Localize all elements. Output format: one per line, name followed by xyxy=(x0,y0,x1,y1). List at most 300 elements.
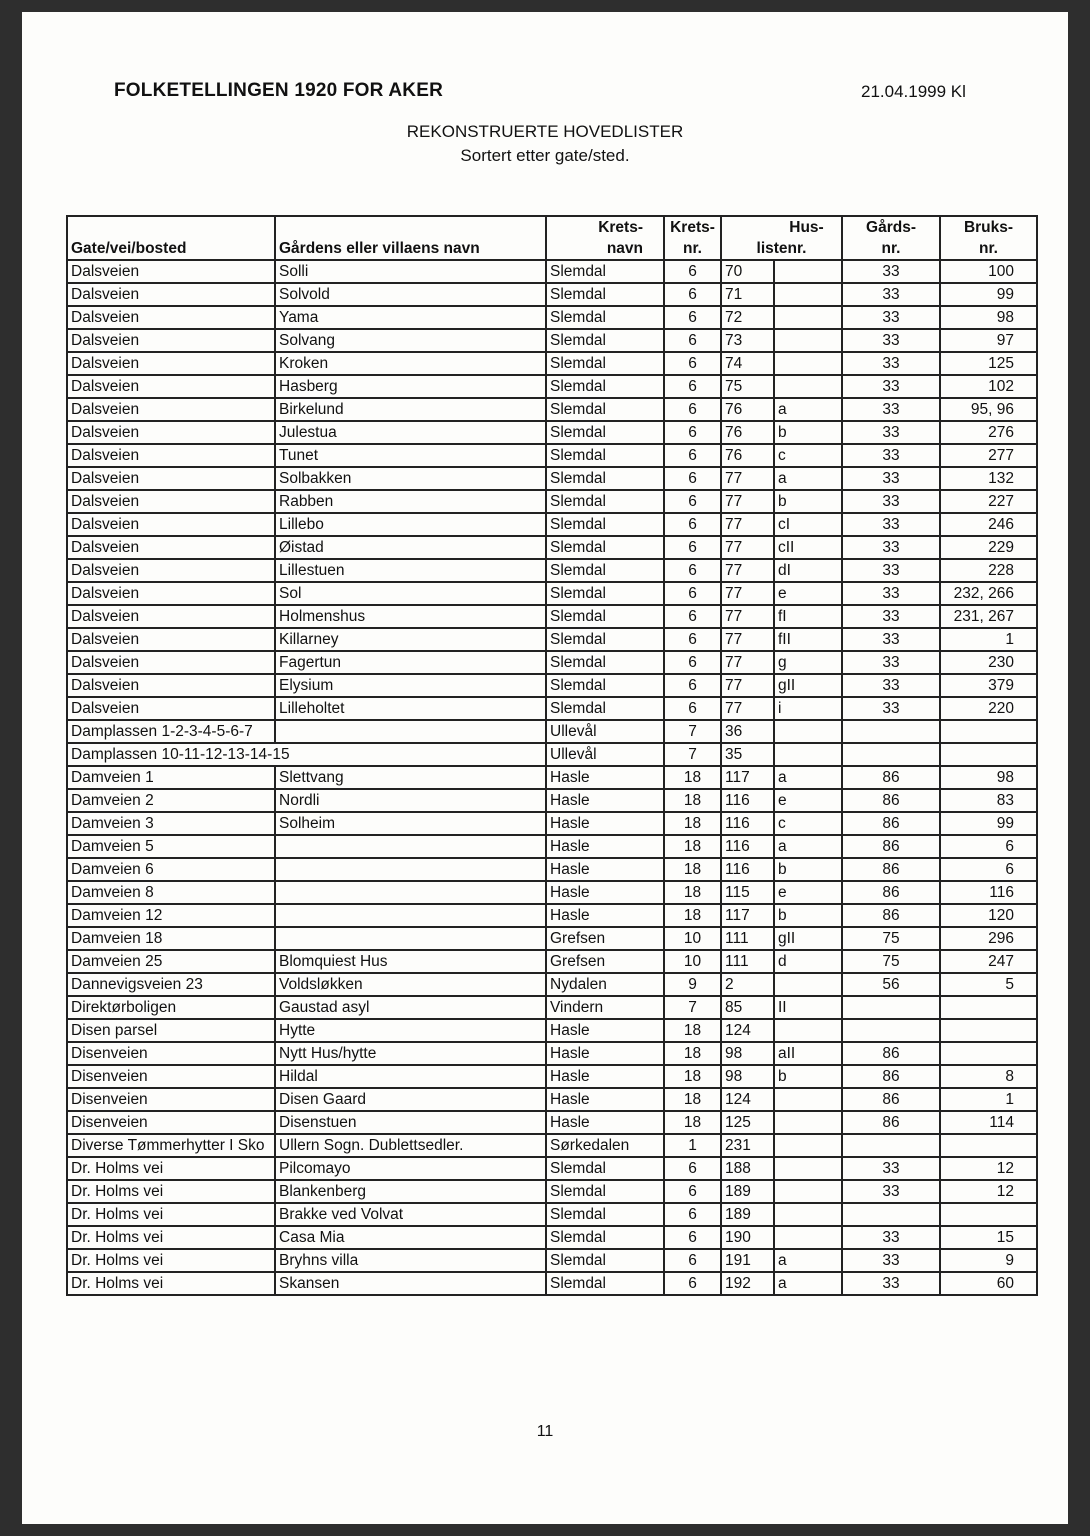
table-row xyxy=(67,536,1037,559)
district-nr-cell: 18 xyxy=(664,789,721,812)
district-name-cell: Hasle xyxy=(546,1111,664,1134)
farm-name-cell: Julestua xyxy=(275,421,546,444)
district-nr-cell: 6 xyxy=(664,582,721,605)
house-list-suffix-cell: a xyxy=(774,398,842,421)
house-list-suffix-cell xyxy=(774,720,842,743)
street-cell: Dalsveien xyxy=(67,260,275,283)
farm-nr-cell: 33 xyxy=(842,628,940,651)
farm-nr-cell: 33 xyxy=(842,651,940,674)
house-list-nr-cell: 36 xyxy=(721,720,774,743)
farm-name-cell: Sol xyxy=(275,582,546,605)
farm-nr-cell: 33 xyxy=(842,467,940,490)
table-row xyxy=(67,1226,1037,1249)
farm-nr-cell: 33 xyxy=(842,559,940,582)
house-list-nr-cell: 35 xyxy=(721,743,774,766)
header-cell: listenr. xyxy=(721,238,842,260)
farm-nr-cell: 33 xyxy=(842,536,940,559)
street-cell: Direktørboligen xyxy=(67,996,275,1019)
house-list-nr-cell: 115 xyxy=(721,881,774,904)
holding-nr-cell: 12 xyxy=(940,1180,1037,1203)
district-name-cell: Hasle xyxy=(546,812,664,835)
house-list-suffix-cell: b xyxy=(774,421,842,444)
table-row xyxy=(67,674,1037,697)
table-row xyxy=(67,835,1037,858)
subtitle-main: REKONSTRUERTE HOVEDLISTER xyxy=(406,122,684,141)
farm-nr-cell: 86 xyxy=(842,1065,940,1088)
holding-nr-cell: 120 xyxy=(940,904,1037,927)
street-cell: Dalsveien xyxy=(67,306,275,329)
table-row xyxy=(67,881,1037,904)
table-row xyxy=(67,743,1037,766)
farm-name-cell: Kroken xyxy=(275,352,546,375)
street-cell: Dalsveien xyxy=(67,421,275,444)
house-list-nr-cell: 191 xyxy=(721,1249,774,1272)
district-name-cell: Slemdal xyxy=(546,1226,664,1249)
district-nr-cell: 6 xyxy=(664,1272,721,1295)
holding-nr-cell: 125 xyxy=(940,352,1037,375)
farm-name-cell: Solvold xyxy=(275,283,546,306)
district-name-cell: Slemdal xyxy=(546,260,664,283)
house-list-nr-cell: 117 xyxy=(721,766,774,789)
district-nr-cell: 6 xyxy=(664,398,721,421)
farm-nr-cell xyxy=(842,996,940,1019)
street-cell: Dr. Holms vei xyxy=(67,1180,275,1203)
district-nr-cell: 6 xyxy=(664,628,721,651)
farm-name-cell: Blomquiest Hus xyxy=(275,950,546,973)
holding-nr-cell: 276 xyxy=(940,421,1037,444)
district-name-cell: Hasle xyxy=(546,766,664,789)
table-row xyxy=(67,1111,1037,1134)
farm-nr-cell: 33 xyxy=(842,283,940,306)
farm-name-cell: Øistad xyxy=(275,536,546,559)
district-name-cell: Hasle xyxy=(546,1042,664,1065)
farm-name-cell: Hytte xyxy=(275,1019,546,1042)
house-list-suffix-cell xyxy=(774,743,842,766)
house-list-nr-cell: 77 xyxy=(721,628,774,651)
holding-nr-cell xyxy=(940,996,1037,1019)
street-cell: Disenveien xyxy=(67,1065,275,1088)
table-row xyxy=(67,766,1037,789)
house-list-suffix-cell xyxy=(774,352,842,375)
table-row xyxy=(67,559,1037,582)
district-nr-cell: 9 xyxy=(664,973,721,996)
farm-nr-cell: 33 xyxy=(842,375,940,398)
holding-nr-cell: 1 xyxy=(940,1088,1037,1111)
house-list-suffix-cell xyxy=(774,1019,842,1042)
holding-nr-cell xyxy=(940,720,1037,743)
farm-name-cell: Solbakken xyxy=(275,467,546,490)
table-row xyxy=(67,720,1037,743)
holding-nr-cell: 15 xyxy=(940,1226,1037,1249)
house-list-suffix-cell: a xyxy=(774,1249,842,1272)
table-row xyxy=(67,1180,1037,1203)
district-name-cell: Slemdal xyxy=(546,697,664,720)
street-cell: Dalsveien xyxy=(67,651,275,674)
district-name-cell: Slemdal xyxy=(546,398,664,421)
farm-nr-cell: 33 xyxy=(842,260,940,283)
farm-nr-cell: 86 xyxy=(842,858,940,881)
house-list-nr-cell: 77 xyxy=(721,536,774,559)
street-cell: Dalsveien xyxy=(67,352,275,375)
holding-nr-cell: 230 xyxy=(940,651,1037,674)
holding-nr-cell xyxy=(940,743,1037,766)
house-list-suffix-cell: a xyxy=(774,467,842,490)
district-name-cell: Slemdal xyxy=(546,605,664,628)
farm-name-cell: Ullern Sogn. Dublettsedler. xyxy=(275,1134,546,1157)
district-name-cell: Hasle xyxy=(546,858,664,881)
district-nr-cell: 6 xyxy=(664,605,721,628)
district-nr-cell: 6 xyxy=(664,329,721,352)
house-list-nr-cell: 189 xyxy=(721,1180,774,1203)
header-cell xyxy=(275,216,546,238)
house-list-suffix-cell: c xyxy=(774,812,842,835)
house-list-suffix-cell: b xyxy=(774,490,842,513)
farm-name-cell: Gaustad asyl xyxy=(275,996,546,1019)
district-nr-cell: 18 xyxy=(664,1088,721,1111)
farm-name-cell: Tunet xyxy=(275,444,546,467)
house-list-nr-cell: 77 xyxy=(721,651,774,674)
house-list-suffix-cell xyxy=(774,1226,842,1249)
header-cell: Gate/vei/bosted xyxy=(67,238,275,260)
holding-nr-cell xyxy=(940,1203,1037,1226)
street-cell: Dalsveien xyxy=(67,559,275,582)
farm-name-cell: Brakke ved Volvat xyxy=(275,1203,546,1226)
farm-name-cell: Solvang xyxy=(275,329,546,352)
holding-nr-cell xyxy=(940,1134,1037,1157)
district-name-cell: Slemdal xyxy=(546,536,664,559)
street-cell: Dr. Holms vei xyxy=(67,1249,275,1272)
district-nr-cell: 18 xyxy=(664,858,721,881)
holding-nr-cell: 231, 267 xyxy=(940,605,1037,628)
holding-nr-cell xyxy=(940,1042,1037,1065)
street-cell: Damveien 8 xyxy=(67,881,275,904)
farm-name-cell: Nytt Hus/hytte xyxy=(275,1042,546,1065)
district-nr-cell: 6 xyxy=(664,283,721,306)
farm-name-cell: Hasberg xyxy=(275,375,546,398)
header-row-2 xyxy=(67,238,1037,260)
house-list-nr-cell: 71 xyxy=(721,283,774,306)
district-name-cell: Hasle xyxy=(546,881,664,904)
table-row xyxy=(67,651,1037,674)
district-nr-cell: 6 xyxy=(664,352,721,375)
district-name-cell: Slemdal xyxy=(546,375,664,398)
street-cell: Damplassen 1-2-3-4-5-6-7 xyxy=(67,720,275,743)
street-cell: Disen parsel xyxy=(67,1019,275,1042)
farm-name-cell: Pilcomayo xyxy=(275,1157,546,1180)
house-list-nr-cell: 231 xyxy=(721,1134,774,1157)
street-cell: Damveien 6 xyxy=(67,858,275,881)
farm-name-cell xyxy=(275,720,546,743)
house-list-suffix-cell xyxy=(774,1088,842,1111)
house-list-suffix-cell: b xyxy=(774,1065,842,1088)
house-list-nr-cell: 77 xyxy=(721,467,774,490)
street-cell: Dalsveien xyxy=(67,513,275,536)
house-list-suffix-cell: gII xyxy=(774,674,842,697)
street-cell: Dalsveien xyxy=(67,674,275,697)
farm-name-cell: Solli xyxy=(275,260,546,283)
table-row xyxy=(67,1134,1037,1157)
farm-name-cell xyxy=(275,881,546,904)
farm-nr-cell: 86 xyxy=(842,835,940,858)
house-list-nr-cell: 77 xyxy=(721,697,774,720)
house-list-suffix-cell xyxy=(774,329,842,352)
header-cell: Bruks- xyxy=(940,216,1037,238)
district-name-cell: Hasle xyxy=(546,835,664,858)
district-name-cell: Vindern xyxy=(546,996,664,1019)
street-cell: Damveien 3 xyxy=(67,812,275,835)
street-cell: Dalsveien xyxy=(67,582,275,605)
holding-nr-cell xyxy=(940,1019,1037,1042)
district-name-cell: Slemdal xyxy=(546,1157,664,1180)
table-row xyxy=(67,283,1037,306)
house-list-suffix-cell: a xyxy=(774,835,842,858)
farm-nr-cell: 33 xyxy=(842,306,940,329)
district-nr-cell: 6 xyxy=(664,1203,721,1226)
table-row xyxy=(67,444,1037,467)
house-list-nr-cell: 111 xyxy=(721,950,774,973)
street-cell: Damveien 12 xyxy=(67,904,275,927)
street-cell: Dr. Holms vei xyxy=(67,1226,275,1249)
farm-name-cell: Lillebo xyxy=(275,513,546,536)
district-nr-cell: 7 xyxy=(664,720,721,743)
district-name-cell: Slemdal xyxy=(546,352,664,375)
house-list-suffix-cell xyxy=(774,1111,842,1134)
house-list-suffix-cell: e xyxy=(774,881,842,904)
farm-name-cell: Hildal xyxy=(275,1065,546,1088)
house-list-suffix-cell xyxy=(774,1157,842,1180)
farm-nr-cell: 33 xyxy=(842,697,940,720)
holding-nr-cell: 100 xyxy=(940,260,1037,283)
table-row xyxy=(67,1042,1037,1065)
district-name-cell: Grefsen xyxy=(546,927,664,950)
holding-nr-cell: 5 xyxy=(940,973,1037,996)
farm-nr-cell: 33 xyxy=(842,605,940,628)
street-cell: Disenveien xyxy=(67,1111,275,1134)
district-nr-cell: 10 xyxy=(664,927,721,950)
district-name-cell: Slemdal xyxy=(546,283,664,306)
house-list-suffix-cell: dI xyxy=(774,559,842,582)
street-cell: Dannevigsveien 23 xyxy=(67,973,275,996)
house-list-suffix-cell: d xyxy=(774,950,842,973)
farm-name-cell xyxy=(275,904,546,927)
header-cell: Krets- xyxy=(664,216,721,238)
district-nr-cell: 18 xyxy=(664,1019,721,1042)
farm-nr-cell: 33 xyxy=(842,421,940,444)
district-name-cell: Slemdal xyxy=(546,1272,664,1295)
holding-nr-cell: 102 xyxy=(940,375,1037,398)
house-list-nr-cell: 70 xyxy=(721,260,774,283)
district-nr-cell: 7 xyxy=(664,996,721,1019)
farm-name-cell: Rabben xyxy=(275,490,546,513)
page-number: 11 xyxy=(536,1423,554,1440)
house-list-nr-cell: 77 xyxy=(721,559,774,582)
farm-name-cell: Skansen xyxy=(275,1272,546,1295)
farm-nr-cell: 86 xyxy=(842,904,940,927)
farm-nr-cell: 86 xyxy=(842,1088,940,1111)
table-row xyxy=(67,398,1037,421)
table-row xyxy=(67,697,1037,720)
table-row xyxy=(67,812,1037,835)
district-nr-cell: 6 xyxy=(664,513,721,536)
street-cell: Dalsveien xyxy=(67,398,275,421)
district-nr-cell: 6 xyxy=(664,559,721,582)
holding-nr-cell: 220 xyxy=(940,697,1037,720)
street-cell: Disenveien xyxy=(67,1042,275,1065)
farm-nr-cell: 86 xyxy=(842,766,940,789)
holding-nr-cell: 277 xyxy=(940,444,1037,467)
farm-nr-cell xyxy=(842,1134,940,1157)
district-nr-cell: 6 xyxy=(664,674,721,697)
house-list-suffix-cell: a xyxy=(774,1272,842,1295)
table-row xyxy=(67,858,1037,881)
district-nr-cell: 6 xyxy=(664,490,721,513)
street-cell: Dr. Holms vei xyxy=(67,1203,275,1226)
holding-nr-cell: 12 xyxy=(940,1157,1037,1180)
street-cell: Damveien 5 xyxy=(67,835,275,858)
holding-nr-cell: 6 xyxy=(940,835,1037,858)
holding-nr-cell: 6 xyxy=(940,858,1037,881)
farm-nr-cell: 86 xyxy=(842,812,940,835)
street-cell: Dalsveien xyxy=(67,467,275,490)
house-list-nr-cell: 111 xyxy=(721,927,774,950)
table-row xyxy=(67,996,1037,1019)
holding-nr-cell: 246 xyxy=(940,513,1037,536)
street-cell: Damveien 2 xyxy=(67,789,275,812)
district-nr-cell: 6 xyxy=(664,260,721,283)
district-name-cell: Sørkedalen xyxy=(546,1134,664,1157)
house-list-nr-cell: 116 xyxy=(721,835,774,858)
farm-nr-cell: 33 xyxy=(842,1249,940,1272)
district-name-cell: Hasle xyxy=(546,1065,664,1088)
farm-name-cell: Slettvang xyxy=(275,766,546,789)
house-list-nr-cell: 77 xyxy=(721,582,774,605)
header-cell: Hus- xyxy=(721,216,842,238)
house-list-nr-cell: 124 xyxy=(721,1019,774,1042)
district-nr-cell: 18 xyxy=(664,766,721,789)
farm-name-cell: Killarney xyxy=(275,628,546,651)
street-cell: Dalsveien xyxy=(67,490,275,513)
header-cell: Krets- xyxy=(546,216,664,238)
district-name-cell: Slemdal xyxy=(546,582,664,605)
header-row-1 xyxy=(67,216,1037,238)
house-list-nr-cell: 77 xyxy=(721,490,774,513)
house-list-suffix-cell: cII xyxy=(774,536,842,559)
table-row xyxy=(67,467,1037,490)
farm-name-cell xyxy=(275,858,546,881)
holding-nr-cell: 296 xyxy=(940,927,1037,950)
farm-name-cell: Disen Gaard xyxy=(275,1088,546,1111)
house-list-suffix-cell xyxy=(774,1134,842,1157)
farm-name-cell: Holmenshus xyxy=(275,605,546,628)
house-list-nr-cell: 74 xyxy=(721,352,774,375)
district-nr-cell: 1 xyxy=(664,1134,721,1157)
header-cell xyxy=(67,216,275,238)
farm-name-cell: Blankenberg xyxy=(275,1180,546,1203)
district-nr-cell: 18 xyxy=(664,881,721,904)
holding-nr-cell: 228 xyxy=(940,559,1037,582)
farm-nr-cell: 33 xyxy=(842,513,940,536)
house-list-suffix-cell: aII xyxy=(774,1042,842,1065)
house-list-nr-cell: 188 xyxy=(721,1157,774,1180)
street-cell: Dalsveien xyxy=(67,329,275,352)
district-name-cell: Slemdal xyxy=(546,1249,664,1272)
district-name-cell: Slemdal xyxy=(546,1203,664,1226)
holding-nr-cell: 99 xyxy=(940,812,1037,835)
holding-nr-cell: 227 xyxy=(940,490,1037,513)
farm-nr-cell: 33 xyxy=(842,444,940,467)
holding-nr-cell: 9 xyxy=(940,1249,1037,1272)
house-list-nr-cell: 117 xyxy=(721,904,774,927)
table-row xyxy=(67,329,1037,352)
district-nr-cell: 18 xyxy=(664,812,721,835)
holding-nr-cell: 98 xyxy=(940,766,1037,789)
farm-name-cell: Yama xyxy=(275,306,546,329)
house-list-nr-cell: 98 xyxy=(721,1065,774,1088)
house-list-nr-cell: 189 xyxy=(721,1203,774,1226)
house-list-nr-cell: 116 xyxy=(721,812,774,835)
farm-name-cell xyxy=(275,927,546,950)
district-name-cell: Slemdal xyxy=(546,444,664,467)
farm-nr-cell: 33 xyxy=(842,1180,940,1203)
district-nr-cell: 10 xyxy=(664,950,721,973)
district-name-cell: Slemdal xyxy=(546,329,664,352)
district-name-cell: Slemdal xyxy=(546,306,664,329)
house-list-suffix-cell xyxy=(774,973,842,996)
district-nr-cell: 18 xyxy=(664,1065,721,1088)
district-name-cell: Slemdal xyxy=(546,467,664,490)
table-row xyxy=(67,352,1037,375)
farm-nr-cell: 33 xyxy=(842,329,940,352)
farm-name-cell: Casa Mia xyxy=(275,1226,546,1249)
house-list-nr-cell: 75 xyxy=(721,375,774,398)
house-list-nr-cell: 72 xyxy=(721,306,774,329)
house-list-nr-cell: 124 xyxy=(721,1088,774,1111)
district-nr-cell: 18 xyxy=(664,904,721,927)
street-cell: Damplassen 10-11-12-13-14-15 xyxy=(67,743,546,766)
table-row xyxy=(67,513,1037,536)
house-list-suffix-cell xyxy=(774,375,842,398)
farm-nr-cell xyxy=(842,720,940,743)
house-list-nr-cell: 98 xyxy=(721,1042,774,1065)
house-list-suffix-cell: II xyxy=(774,996,842,1019)
district-nr-cell: 6 xyxy=(664,444,721,467)
district-nr-cell: 6 xyxy=(664,1157,721,1180)
farm-name-cell: Lilleholtet xyxy=(275,697,546,720)
farm-nr-cell: 33 xyxy=(842,582,940,605)
table-row xyxy=(67,260,1037,283)
house-list-nr-cell: 116 xyxy=(721,789,774,812)
district-name-cell: Hasle xyxy=(546,789,664,812)
district-nr-cell: 6 xyxy=(664,697,721,720)
subtitle-sort: Sortert etter gate/sted. xyxy=(460,146,630,165)
table-row xyxy=(67,421,1037,444)
print-date: 21.04.1999 Kl xyxy=(861,82,966,101)
holding-nr-cell: 379 xyxy=(940,674,1037,697)
farm-name-cell: Solheim xyxy=(275,812,546,835)
farm-nr-cell: 86 xyxy=(842,881,940,904)
house-list-suffix-cell xyxy=(774,1203,842,1226)
district-name-cell: Slemdal xyxy=(546,559,664,582)
farm-nr-cell: 33 xyxy=(842,1226,940,1249)
district-nr-cell: 6 xyxy=(664,421,721,444)
house-list-suffix-cell xyxy=(774,283,842,306)
house-list-suffix-cell: fII xyxy=(774,628,842,651)
document-title: FOLKETELLINGEN 1920 FOR AKER xyxy=(114,80,443,101)
house-list-suffix-cell: b xyxy=(774,904,842,927)
farm-nr-cell: 86 xyxy=(842,1111,940,1134)
farm-nr-cell xyxy=(842,1203,940,1226)
house-list-nr-cell: 116 xyxy=(721,858,774,881)
